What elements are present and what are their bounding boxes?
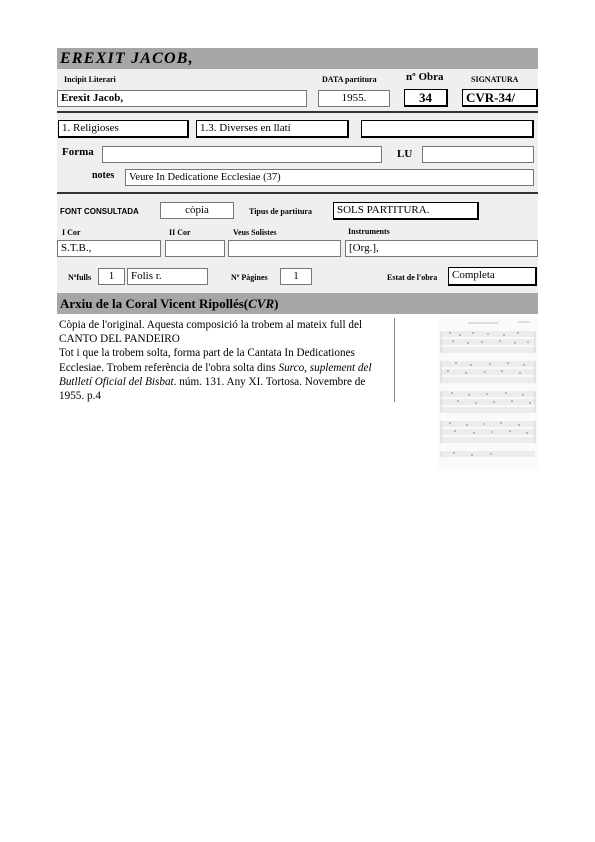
forma-field[interactable] bbox=[102, 146, 382, 163]
archive-notes bbox=[59, 318, 389, 403]
instruments-label: Instruments bbox=[348, 227, 390, 236]
work-title: EREXIT JACOB, bbox=[60, 50, 194, 67]
notes-label: notes bbox=[92, 170, 115, 181]
notes-field[interactable]: Veure In Dedicatione Ecclesiae (37) bbox=[125, 169, 534, 186]
category-3-field[interactable] bbox=[361, 120, 534, 138]
font-consultada-label: FONT CONSULTADA bbox=[60, 207, 139, 216]
incipit-field[interactable]: Erexit Jacob, bbox=[57, 90, 307, 107]
estat-obra-label: Estat de l'obra bbox=[387, 273, 438, 282]
score-image bbox=[438, 318, 538, 468]
ii-cor-field[interactable] bbox=[165, 240, 225, 257]
lu-field[interactable] bbox=[422, 146, 534, 163]
data-partitura-field[interactable]: 1955. bbox=[318, 90, 390, 107]
archive-note-1: Còpia de l'original. Aquesta composició la trobem al mateix full del CANTO DEL PANDEIRO bbox=[59, 319, 363, 346]
archive-note-2: Tot i que la trobem solta, forma part de la Cantata In Dedicationes Ecclesiae. Trobem referència de l'obra solta dins Surco, suplement del Butlletí Oficial del Bisbat. núm. 131. Any XI. Tortosa. Novembre de 1955. p.4 bbox=[59, 347, 372, 403]
font-consultada-field[interactable]: còpia bbox=[160, 202, 234, 219]
archive-title: Arxiu de la Coral Vicent Ripollés(CVR) bbox=[60, 296, 279, 311]
data-partitura-label: DATA partitura bbox=[322, 75, 377, 84]
instruments-field[interactable]: [Org.], bbox=[345, 240, 538, 257]
tipus-partitura-label: Tipus de partitura bbox=[249, 207, 312, 216]
n-fulls-field[interactable]: 1 bbox=[98, 268, 125, 285]
ii-cor-label: II Cor bbox=[169, 228, 191, 237]
category-2-field[interactable]: 1.3. Diverses en llatí bbox=[196, 120, 349, 138]
signatura-label: SIGNATURA bbox=[471, 75, 519, 84]
incipit-label: Incipit Literari bbox=[64, 75, 116, 84]
n-fulls-label: Nºfulls bbox=[68, 273, 92, 282]
estat-obra-field[interactable]: Completa bbox=[448, 267, 537, 286]
i-cor-label: I Cor bbox=[62, 228, 81, 237]
signatura-field[interactable]: CVR-34/ bbox=[462, 89, 538, 107]
veus-solistes-label: Veus Solistes bbox=[233, 228, 277, 237]
lu-label: LU bbox=[397, 148, 413, 160]
category-1-field[interactable]: 1. Religioses bbox=[58, 120, 189, 138]
n-obra-label: nº Obra bbox=[406, 71, 444, 83]
n-obra-field[interactable]: 34 bbox=[404, 89, 448, 107]
tipus-partitura-field[interactable]: SOLS PARTITURA. bbox=[333, 202, 479, 220]
forma-label: Forma bbox=[62, 146, 94, 158]
i-cor-field[interactable]: S.T.B., bbox=[57, 240, 161, 257]
score-thumbnail[interactable] bbox=[438, 318, 538, 468]
folis-field[interactable]: Folis r. bbox=[127, 268, 208, 285]
column-divider bbox=[394, 318, 395, 402]
n-pagines-field[interactable]: 1 bbox=[280, 268, 312, 285]
veus-solistes-field[interactable] bbox=[228, 240, 341, 257]
n-pagines-label: Nº Pàgines bbox=[231, 273, 268, 282]
